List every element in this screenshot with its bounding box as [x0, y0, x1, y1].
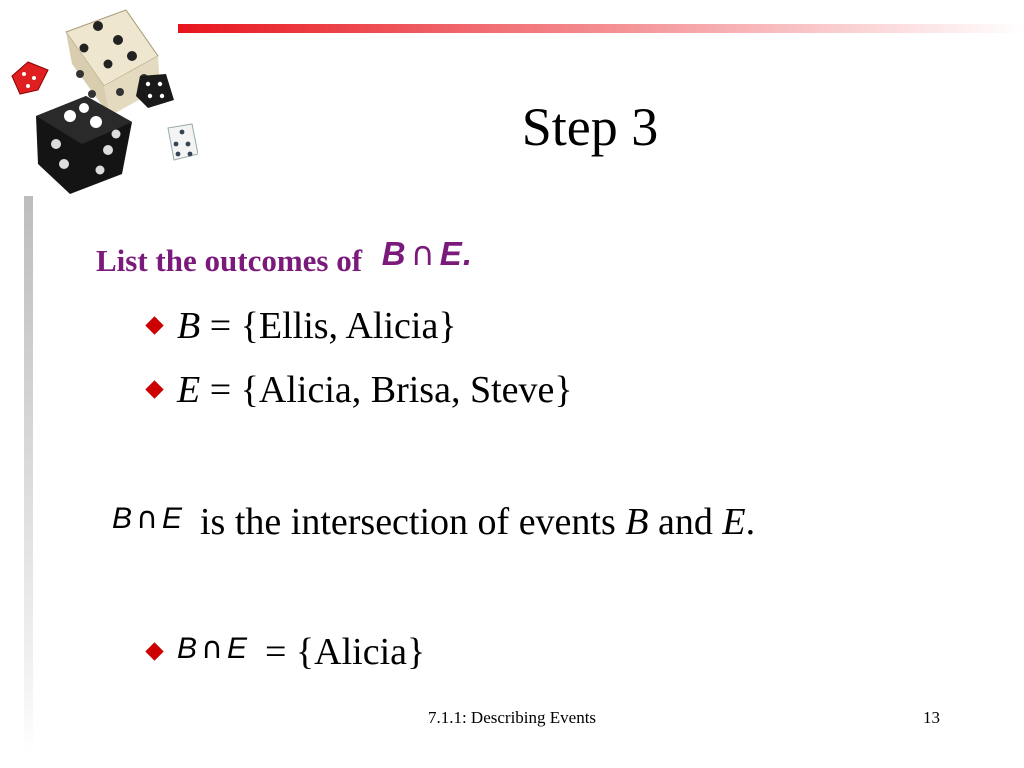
side-accent-bar: [24, 196, 33, 756]
instruction-text: List the outcomes of: [96, 243, 363, 278]
math-b: B: [381, 235, 407, 272]
instruction-line: [96, 234, 473, 279]
instruction-math: [382, 234, 473, 273]
bullet-set-e: [148, 368, 573, 412]
result-math: [177, 632, 247, 665]
title-accent-bar: [178, 24, 1024, 33]
explanation-math: [112, 502, 182, 535]
explanation-var-b: B: [625, 501, 649, 543]
dice-icon: [8, 4, 198, 196]
intersection-explanation: [112, 500, 755, 544]
page-number: 13: [923, 708, 940, 727]
math-b: B: [177, 632, 198, 665]
explanation-text-c: .: [745, 501, 756, 543]
explanation-text-a: is the intersection of events: [200, 501, 626, 543]
diamond-bullet-icon: [145, 380, 163, 398]
bullet-result: [148, 630, 425, 674]
slide-footer: 7.1.1: Describing Events: [427, 708, 597, 727]
math-e: E: [226, 632, 247, 665]
set-e-name: E: [177, 369, 201, 411]
explanation-text-b: and: [648, 501, 723, 543]
diamond-bullet-icon: [145, 316, 163, 334]
result-set: = {Alicia}: [265, 631, 426, 673]
math-e: E: [439, 235, 463, 272]
explanation-var-e: E: [722, 501, 746, 543]
intersection-symbol: ∩: [136, 501, 158, 536]
bullet-set-b: [148, 304, 457, 348]
set-b-name: B: [177, 305, 201, 347]
set-b-members: = {Ellis, Alicia}: [200, 305, 457, 347]
math-e: E: [161, 502, 182, 535]
diamond-bullet-icon: [145, 642, 163, 660]
set-e-members: = {Alicia, Brisa, Steve}: [200, 369, 573, 411]
intersection-symbol: ∩: [201, 631, 223, 666]
math-b: B: [112, 502, 133, 535]
intersection-symbol: ∩: [410, 234, 436, 273]
math-period: .: [462, 235, 473, 272]
slide-title: Step 3: [521, 97, 659, 157]
